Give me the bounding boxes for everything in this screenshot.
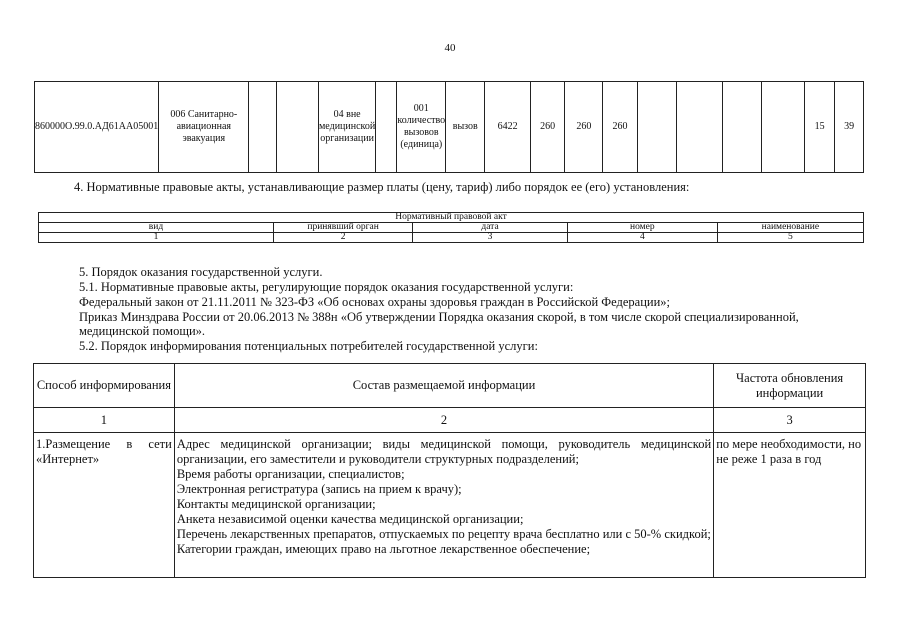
column-number: 1 <box>39 233 274 243</box>
service-cell: 006 Санитарно-авиационная эвакуация <box>159 82 249 173</box>
indicator-table <box>34 81 864 173</box>
content-cell <box>174 433 713 578</box>
column-number: 2 <box>174 408 713 433</box>
law-item-continued: медицинской помощи». <box>79 324 206 338</box>
frequency-cell: по мере необходимости, но не реже 1 раза в год <box>714 433 866 578</box>
content-line: Перечень лекарственных препаратов, отпускаемых по рецепту врача бесплатно или с 50-% скидкой; <box>176 527 711 541</box>
okei-cell: 6422 <box>485 82 531 173</box>
table-row <box>35 82 864 173</box>
deviation-abs-cell: 39 <box>835 82 864 173</box>
column-number: 5 <box>717 233 863 243</box>
section-5-2: 5.2. Порядок информирования потенциальных потребителей государственной услуги: <box>79 339 538 353</box>
method-cell: 1.Размещение в сети «Интернет» <box>34 433 175 578</box>
empty-cell <box>723 82 762 173</box>
column-number: 3 <box>413 233 568 243</box>
table-row <box>39 213 864 223</box>
column-header: наименование <box>717 223 863 233</box>
section-5-1: 5.1. Нормативные правовые акты, регулирующие порядок оказания государственной услуги: <box>79 280 574 294</box>
empty-cell <box>637 82 677 173</box>
section-5-title: 5. Порядок оказания государственной услуги. <box>79 265 323 279</box>
column-number: 2 <box>274 233 413 243</box>
column-header: принявший орган <box>274 223 413 233</box>
table-row <box>34 364 866 408</box>
column-header: Способ информирования <box>34 364 175 408</box>
table-row <box>39 233 864 243</box>
normative-acts-table <box>38 212 864 243</box>
empty-cell <box>276 82 318 173</box>
content-line: Анкета независимой оценки качества медицинской организации; <box>176 512 524 526</box>
content-line: Время работы организации, специалистов; <box>176 467 405 481</box>
deviation-pct-cell: 15 <box>805 82 835 173</box>
column-header: Частота обновления информации <box>714 364 866 408</box>
content-line: Адрес медицинской организации; виды медицинской помощи, руководитель медицинской организации, его заместители и руководители структурных подразделений; <box>176 437 712 466</box>
empty-cell <box>761 82 804 173</box>
table-row <box>39 223 864 233</box>
column-header: номер <box>567 223 717 233</box>
column-header: Состав размещаемой информации <box>174 364 713 408</box>
value-cell: 260 <box>530 82 564 173</box>
code-cell: 860000О.99.0.АД61АА05001 <box>35 82 159 173</box>
acts-caption: Нормативный правовой акт <box>39 213 864 223</box>
section-4-title: 4. Нормативные правовые акты, устанавливающие размер платы (цену, тариф) либо порядок ее (его) установления: <box>74 180 690 194</box>
value-cell: 260 <box>603 82 637 173</box>
indicator-cell: 001 количество вызовов (единица) <box>397 82 446 173</box>
page-number: 40 <box>444 42 456 54</box>
column-number: 3 <box>714 408 866 433</box>
content-line: Контакты медицинской организации; <box>176 497 376 511</box>
column-number: 1 <box>34 408 175 433</box>
information-table <box>33 363 866 578</box>
table-row <box>34 408 866 433</box>
content-line: Электронная регистратура (запись на прием к врачу); <box>176 482 462 496</box>
column-header: дата <box>413 223 568 233</box>
column-header: вид <box>39 223 274 233</box>
empty-cell <box>376 82 397 173</box>
value-cell: 260 <box>565 82 603 173</box>
column-number: 4 <box>567 233 717 243</box>
empty-cell <box>677 82 723 173</box>
content-line: Категории граждан, имеющих право на льготное лекарственное обеспечение; <box>176 542 591 556</box>
law-item: Федеральный закон от 21.11.2011 № 323-ФЗ «Об основах охраны здоровья граждан в Российской Федерации»; <box>79 295 671 309</box>
table-row <box>34 433 866 578</box>
law-item: Приказ Минздрава России от 20.06.2013 № 388н «Об утверждении Порядка оказания скорой, в том числе скорой специализированной, <box>79 310 799 324</box>
category-cell: 04 вне медицинской организации <box>318 82 375 173</box>
unit-cell: вызов <box>446 82 485 173</box>
empty-cell <box>249 82 276 173</box>
